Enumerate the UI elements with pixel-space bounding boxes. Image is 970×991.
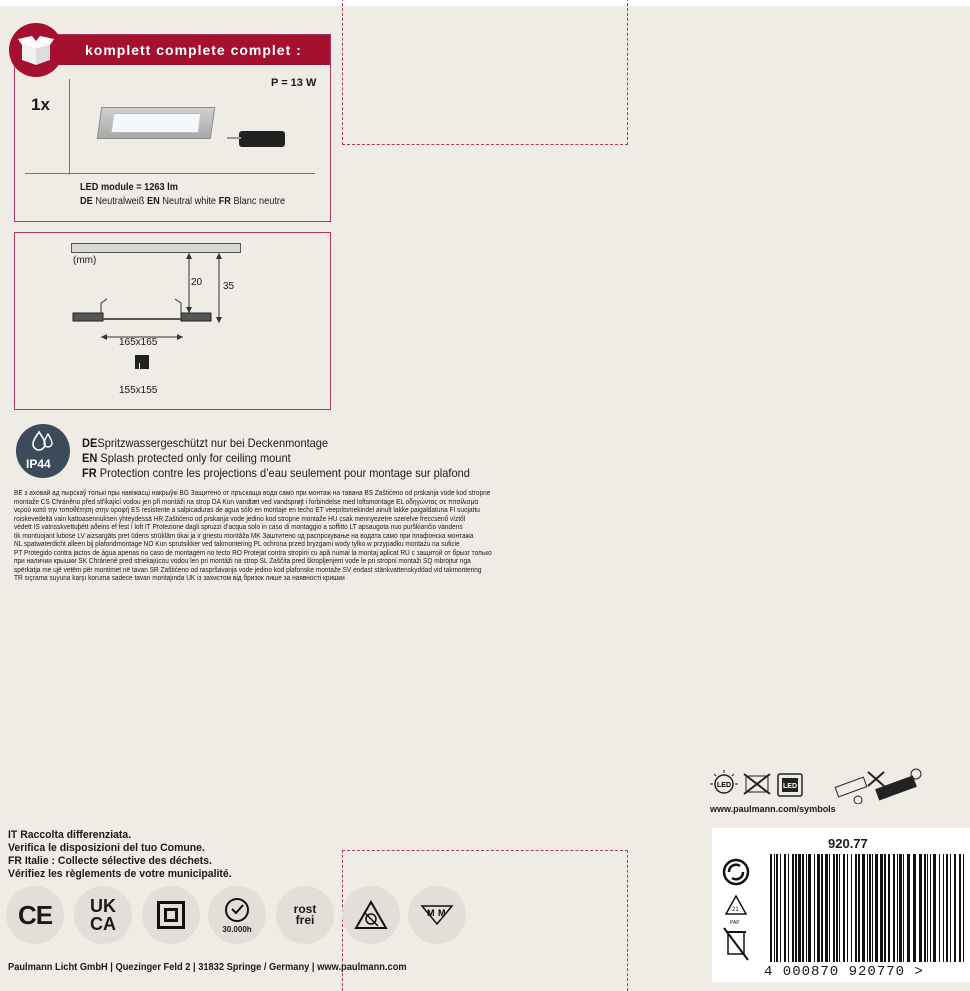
height-inner: 20	[191, 277, 203, 288]
cutout-size: 155x155	[119, 385, 158, 396]
barcode-panel	[712, 828, 970, 982]
rust-free-badge: rost frei	[276, 886, 334, 944]
svg-text:LED: LED	[783, 783, 797, 790]
box-icon	[9, 23, 63, 77]
divider-vertical	[69, 79, 70, 175]
no-insulation-badge	[342, 886, 400, 944]
ip44-label: IP44	[26, 457, 51, 471]
recycle-code: 21	[732, 907, 739, 913]
triangle-icon	[354, 900, 388, 930]
ce-badge: CE	[6, 886, 64, 944]
height-total: 35	[223, 281, 235, 292]
barcode	[770, 854, 964, 962]
svg-text:M: M	[427, 908, 435, 918]
pack-contents-box	[14, 34, 331, 222]
ukca-badge: UK CA	[74, 886, 132, 944]
class2-badge	[142, 886, 200, 944]
module-lumen: LED module = 1263 lm	[80, 182, 178, 193]
ip-statement: DESpritzwassergeschützt nur bei Deckenmontage EN Splash protected only for ceiling mount FR Protection contre les projections d’eau seulement pour montage sur plafond	[82, 436, 470, 480]
color-temperature: DE Neutralweiß EN Neutral white FR Blanc neutre	[80, 196, 286, 207]
driver-image	[239, 131, 285, 147]
translations-block: BE з аховай ад пырскаў толькі пры навіжасці накрыўкі BG Защитено от пръскаща вода само при монтаж на тавана BS Zaštićeno od prskanja vode kod stropne montaže CS Chráněno před stříkající vodou jen při montáži na strop DA Kun vandtæt ved vandsprøjt i forbindelse med loftsmontage EL οδηγώντας σε πιτσίλισμα νερού κατά την τοποθέτηση στην οροφή ES resistente a salpicaduras de agua sólo en montaje en techo ET veepritsmekindel ainult lakke paigaldatuna FI suojattu roiskevedeltä vain kattoasennuksen yhteydessä HR Zaštićeno od prskanja vode jedino kod stropne montaže HU csak mennyezetre szerelve freccsenő víztől védett IS vatnsskvettuþétt aðeins ef fest í loft IT Protezione dagli spruzzi d’acqua solo in caso di montaggio a soffitto LT apsaugota nuo purškiančio vandens tik montuojant lubose LV aizsargāts pret ūdens strūklām tikai ja ir griestu montāža MK Заштитено од распрскување на водата само при плафонска монтажа NL spatwaterdicht alleen bij plafondmontage NO Kun sprutsikker ved takmontering PL ochrona przed bryzgami wody tylko w przypadku montażu na suficie PT Protegido contra jactos de água apenas no caso de montagem no tecto RO Protejat contra stropirii cu apă numai la montaj aplicat RU с защитой от брызг только при наличии крышки SK Chránené pred striekajúcou vodou len pri montáži na strop SL Zaščita pred škropljenjem vode le pri stropni montaži SQ mbrojtur nga spërkatja me ujë vetëm për montimet në tavan SR Zaštićeno od raspršavanja vode jedino kod plafonske montaže SV endast stänkvattenskyddad vid takmontering TR sıçrama suyuna karşı koruma sadece tavan montajında UK із захистом від бризок лише за наявності кришки	[14, 490, 492, 582]
power-rating: P = 13 W	[271, 77, 317, 89]
disposal-info: IT Raccolta differenziata. Verifica le disposizioni del tuo Comune. FR Italie : Collecte sélective des déchets. Vérifiez les règlements de votre municipalité.	[8, 829, 232, 880]
article-number: 920.77	[828, 836, 868, 851]
svg-text:M: M	[438, 908, 446, 918]
lifetime-badge: 30.000h	[208, 886, 266, 944]
dieline-top	[342, 0, 628, 145]
ip44-icon	[16, 424, 70, 478]
barcode-digits: 4 000870 920770 >	[764, 964, 924, 980]
divider-horizontal	[25, 173, 315, 174]
symbols-row	[708, 768, 928, 804]
dimensions-box	[14, 232, 331, 410]
clock-icon	[224, 897, 250, 923]
unit-label: (mm)	[73, 255, 97, 266]
led-panel-image	[97, 107, 215, 139]
svg-text:LED: LED	[717, 782, 731, 789]
furniture-mount-icon	[420, 904, 454, 926]
quantity: 1x	[31, 95, 50, 114]
cutout-icon	[135, 355, 149, 369]
pack-header: komplett complete complet :	[51, 35, 330, 65]
symbols-url: www.paulmann.com/symbols	[710, 804, 836, 814]
outer-size: 165x165	[119, 337, 158, 348]
mm-badge	[408, 886, 466, 944]
recycle-sub: PAP	[730, 920, 740, 926]
company-footer: Paulmann Licht GmbH | Quezinger Feld 2 | 31832 Springe / Germany | www.paulmann.com	[8, 962, 407, 973]
